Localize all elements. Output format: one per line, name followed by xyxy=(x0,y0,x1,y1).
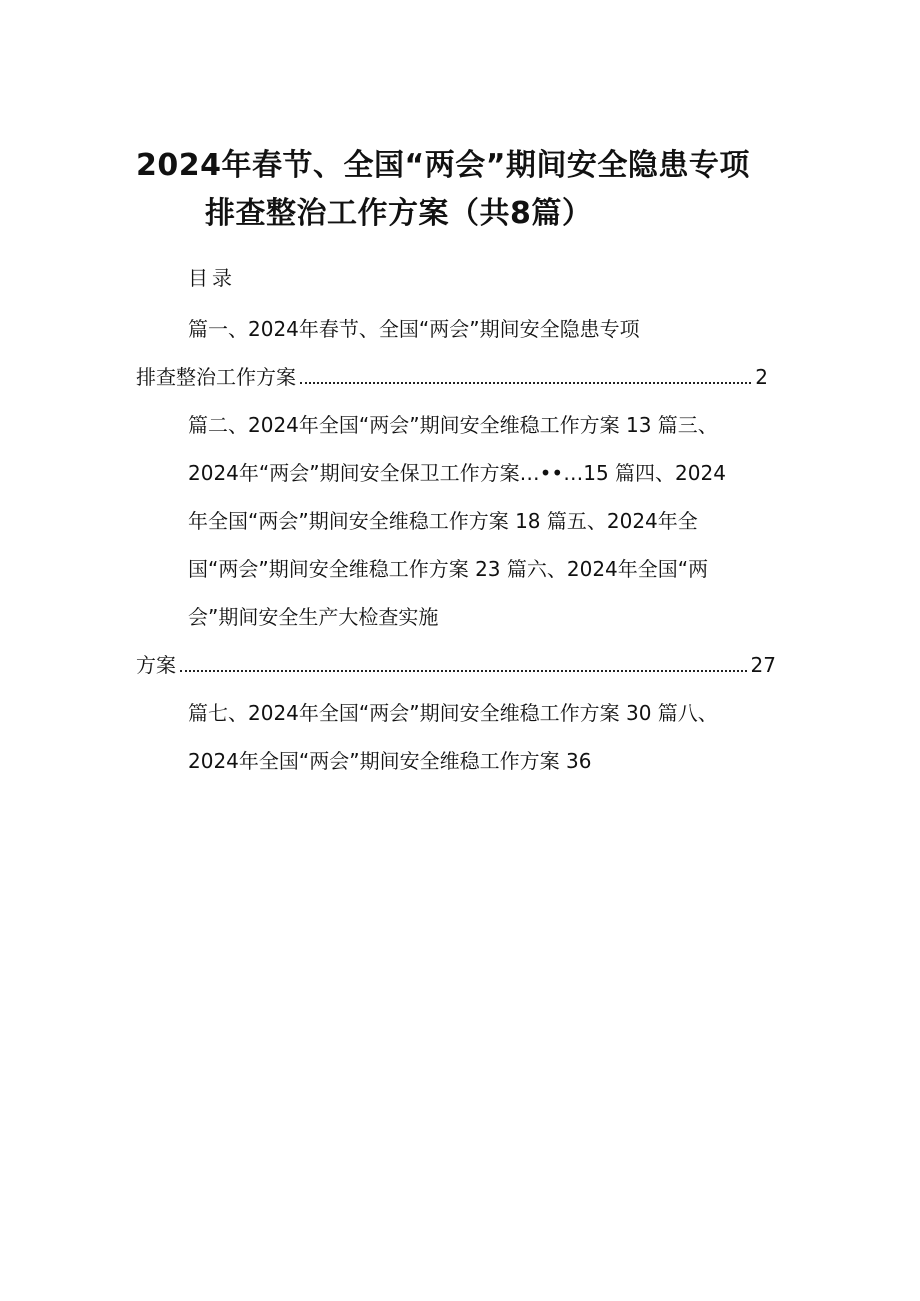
toc-line-1: 篇一、2024年春节、全国“两会”期间安全隐患专项 xyxy=(188,317,640,341)
toc-line-5: 年全国“两会”期间安全维稳工作方案 18 篇五、2024年全 xyxy=(188,509,698,533)
document-title-line-1: 2024年春节、全国“两会”期间安全隐患专项 xyxy=(136,148,750,183)
toc-entry-1-continuation xyxy=(136,361,768,390)
toc-heading: 目录 xyxy=(188,266,236,290)
toc-line-9: 篇七、2024年全国“两会”期间安全维稳工作方案 30 篇八、 xyxy=(188,701,718,725)
toc-line-6: 国“两会”期间安全维稳工作方案 23 篇六、2024年全国“两 xyxy=(188,557,709,581)
toc-entry-6-continuation xyxy=(136,649,776,678)
toc-line-7: 会”期间安全生产大检查实施 xyxy=(188,605,439,629)
toc-line-10: 2024年全国“两会”期间安全维稳工作方案 36 xyxy=(188,749,592,773)
dot-leader xyxy=(180,670,747,672)
toc-entry-text: 排查整治工作方案 xyxy=(136,365,296,389)
toc-entry-text: 方案 xyxy=(136,653,176,677)
document-title-line-2: 排查整治工作方案（共8篇） xyxy=(205,196,593,231)
toc-page-number: 2 xyxy=(755,365,768,389)
toc-line-4: 2024年“两会”期间安全保卫工作方案…••…15 篇四、2024 xyxy=(188,461,726,485)
dot-leader xyxy=(300,382,751,384)
toc-line-3: 篇二、2024年全国“两会”期间安全维稳工作方案 13 篇三、 xyxy=(188,413,718,437)
toc-page-number: 27 xyxy=(750,653,776,677)
